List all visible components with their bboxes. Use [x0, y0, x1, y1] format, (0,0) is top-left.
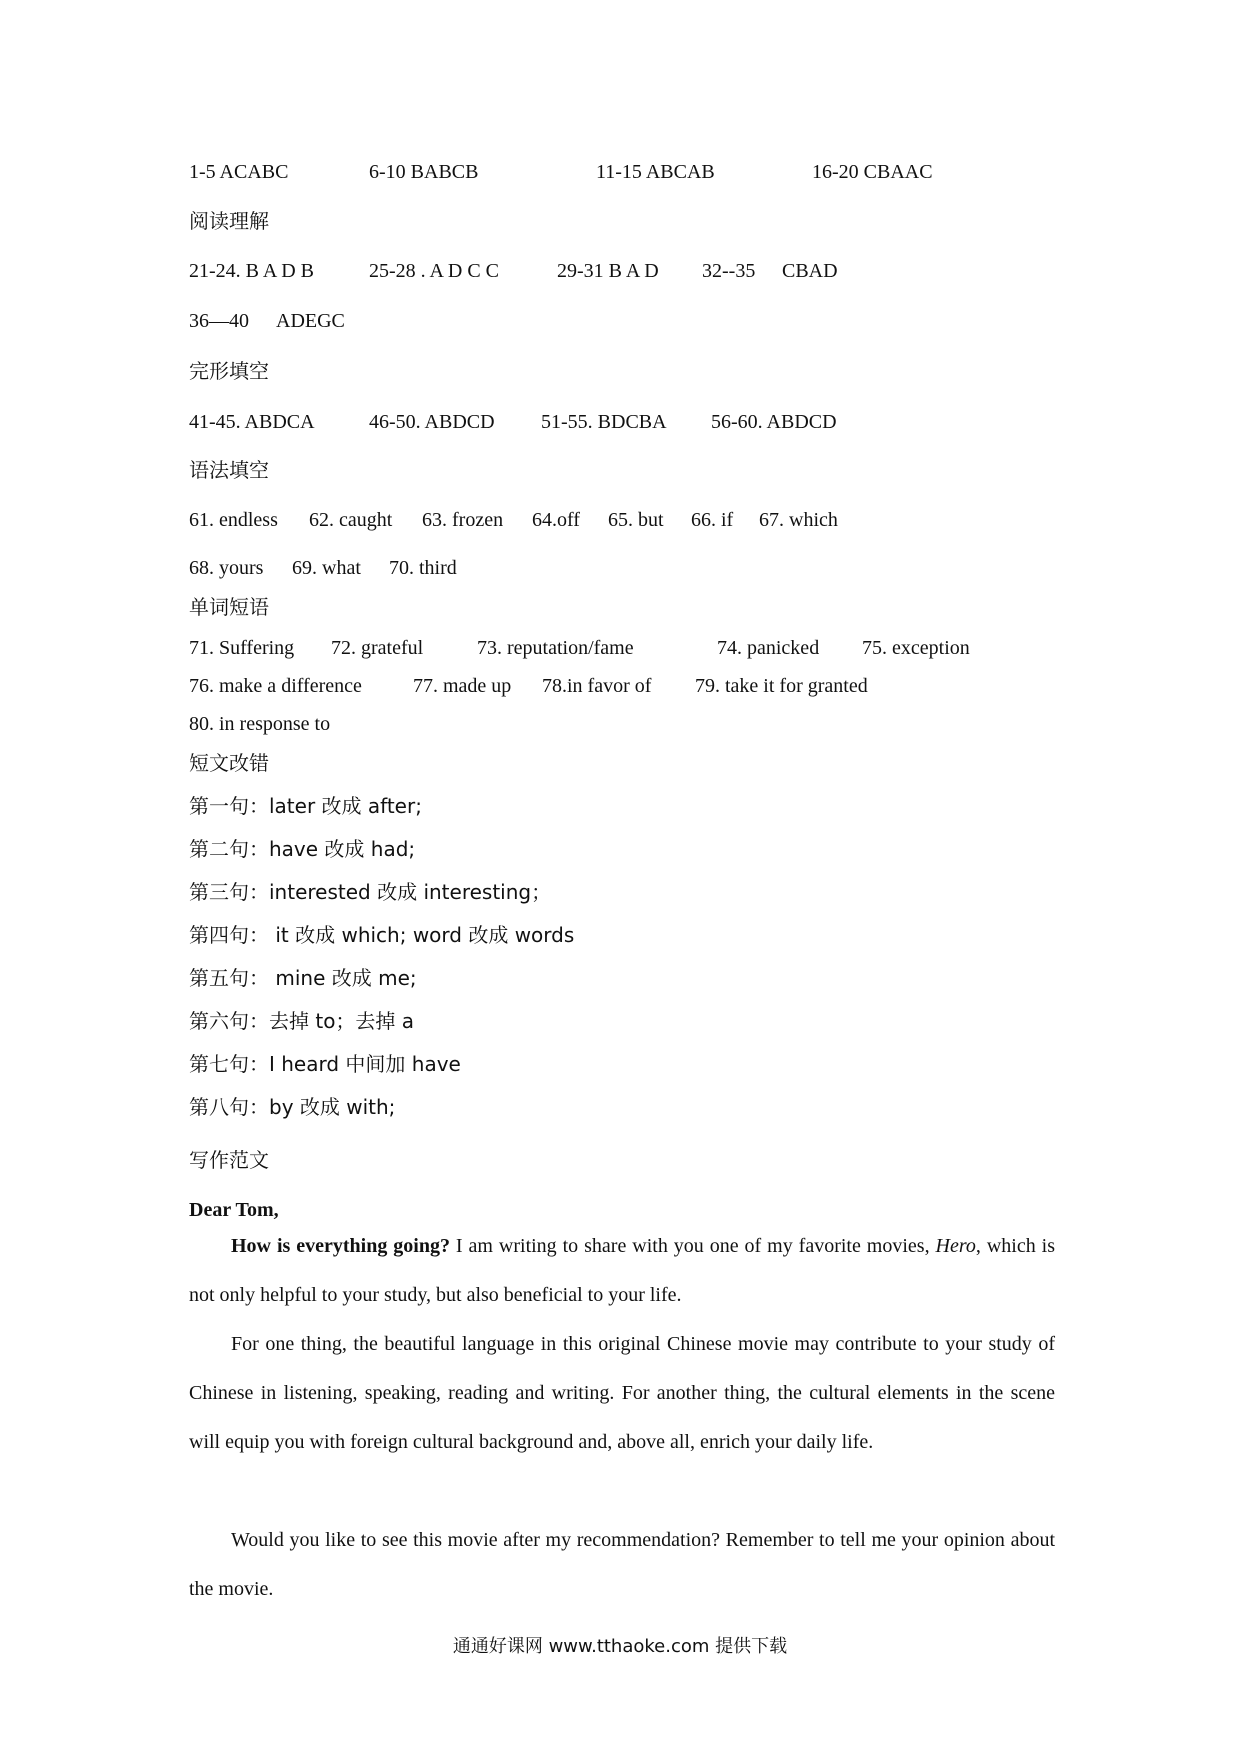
essay-paragraph-2: For one thing, the beautiful language in this original Chinese movie may contribute to your study of Chinese in listening, speaking, reading and writing. For another thing, the cultural elements in the scene will equip you with foreign cultural background and, above all, enrich your daily life. — [189, 1333, 1055, 1453]
answer-item: 62. caught — [309, 509, 393, 531]
essay-paragraph-3: Would you like to see this movie after my recommendation? Remember to tell me your opinion about the movie. — [189, 1529, 1055, 1600]
answer-item: 63. frozen — [422, 509, 504, 531]
answer-item: 67. which — [759, 509, 838, 531]
answer-item: 76. make a difference — [189, 675, 362, 697]
cloze-answers-row — [0, 410, 1240, 434]
answer-group: 21-24. B A D B — [189, 260, 315, 282]
answer-group: 51-55. BDCBA — [541, 411, 667, 433]
answer-group: 25-28 . A D C C — [369, 260, 500, 282]
correction-line: 第五句： mine 改成 me; — [189, 966, 417, 990]
movie-title: Hero — [935, 1235, 976, 1257]
answer-group: 56-60. ABDCD — [711, 411, 837, 433]
reading-answers-row-2 — [0, 309, 1240, 333]
grammar-answers-row-2 — [0, 556, 1240, 580]
answer-group: 29-31 B A D — [557, 260, 659, 282]
essay-paragraph-1 — [189, 1222, 1055, 1320]
answer-group: 11-15 ABCAB — [596, 161, 715, 183]
essay-text: , which is not only helpful to your study, but also beneficial to your life. — [189, 1235, 1056, 1306]
answer-group: 46-50. ABDCD — [369, 411, 495, 433]
essay-text: I am writing to share with you one of my favorite movies, — [449, 1235, 936, 1257]
answer-group: 36—40 — [189, 310, 249, 332]
listening-answers-row — [0, 160, 1240, 184]
answer-group: 32--35 — [702, 260, 756, 282]
section-heading-correction: 短文改错 — [189, 751, 269, 775]
answer-item: 74. panicked — [717, 637, 820, 659]
correction-line: 第四句： it 改成 which; word 改成 words — [189, 923, 575, 947]
answer-item: 79. take it for granted — [695, 675, 868, 697]
reading-answers-row — [0, 259, 1240, 283]
section-heading-cloze: 完形填空 — [189, 359, 269, 383]
answer-group: CBAD — [782, 260, 838, 282]
section-heading-grammar: 语法填空 — [189, 458, 269, 482]
correction-line: 第二句：have 改成 had; — [189, 837, 416, 861]
answer-group: 6-10 BABCB — [369, 161, 479, 183]
correction-line: 第八句：by 改成 with; — [189, 1095, 396, 1119]
answer-item: 69. what — [292, 557, 361, 579]
page-footer: 通通好课网 www.tthaoke.com 提供下载 — [452, 1636, 788, 1657]
answer-item: 75. exception — [862, 637, 970, 659]
correction-line: 第三句：interested 改成 interesting； — [189, 880, 552, 904]
answer-group: 1-5 ACABC — [189, 161, 289, 183]
answer-group: 16-20 CBAAC — [812, 161, 933, 183]
answer-item: 73. reputation/fame — [477, 637, 634, 659]
answer-item: 66. if — [691, 509, 734, 531]
section-heading-reading: 阅读理解 — [189, 209, 269, 233]
section-heading-vocabulary: 单词短语 — [189, 595, 269, 619]
vocab-answer-80: 80. in response to — [189, 713, 331, 735]
vocab-answers-row-2 — [0, 674, 1240, 698]
answer-item: 70. third — [389, 557, 457, 579]
correction-line: 第七句：I heard 中间加 have — [189, 1052, 461, 1076]
correction-line: 第六句：去掉 to；去掉 a — [189, 1009, 415, 1033]
section-heading-writing: 写作范文 — [189, 1148, 269, 1172]
answer-item: 68. yours — [189, 557, 264, 579]
answer-item: 78.in favor of — [542, 675, 652, 697]
answer-group: 41-45. ABDCA — [189, 411, 315, 433]
answer-item: 71. Suffering — [189, 637, 295, 659]
essay-opening-question: How is everything going? — [231, 1235, 450, 1257]
answer-item: 61. endless — [189, 509, 278, 531]
correction-line: 第一句：later 改成 after; — [189, 794, 422, 818]
answer-item: 77. made up — [413, 675, 512, 697]
answer-item: 65. but — [608, 509, 664, 531]
answer-item: 64.off — [532, 509, 580, 531]
grammar-answers-row — [0, 508, 1240, 532]
vocab-answers-row — [0, 636, 1240, 660]
answer-group: ADEGC — [276, 310, 345, 332]
essay-salutation: Dear Tom, — [189, 1199, 279, 1221]
answer-item: 72. grateful — [331, 637, 424, 659]
